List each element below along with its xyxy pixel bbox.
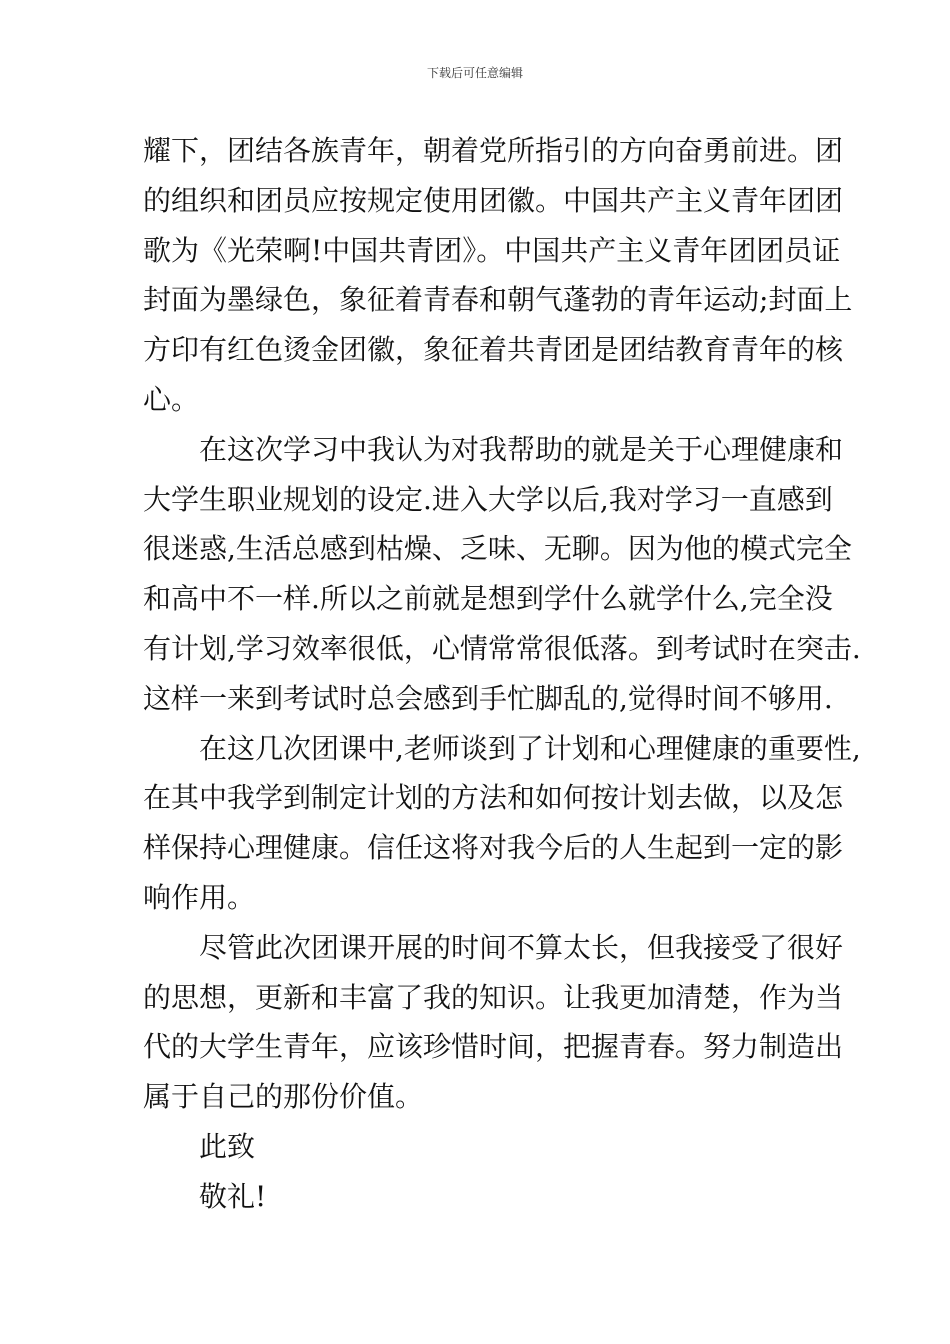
page-header: 下载后可任意编辑 xyxy=(426,66,523,80)
text-line: 心。 xyxy=(143,382,200,416)
text-line: 耀下，团结各族青年，朝着党所指引的方向奋勇前进。团 xyxy=(143,134,844,167)
text-line: 的组织和团员应按规定使用团徽。中国共产主义青年团团 xyxy=(143,183,844,217)
text-line: 样保持心理健康。信任这将对我今后的人生起到一定的影 xyxy=(143,831,844,865)
text-line: 封面为墨绿色，象征着青春和朝气蓬勃的青年运动;封面上 xyxy=(143,283,853,317)
text-line: 代的大学生青年，应该珍惜时间，把握青春。努力制造出 xyxy=(143,1030,844,1064)
text-line: 和高中不一样.所以之前就是想到学什么就学什么,完全没 xyxy=(143,582,833,616)
document-body xyxy=(143,126,861,1222)
text-line: 方印有红色烫金团徽，象征着共青团是团结教育青年的核 xyxy=(143,333,844,367)
text-line: 的思想，更新和丰富了我的知识。让我更加清楚，作为当 xyxy=(143,980,844,1014)
text-line: 在其中我学到制定计划的方法和如何按计划去做，以及怎 xyxy=(143,781,844,815)
text-line: 很迷惑,生活总感到枯燥、乏味、无聊。因为他的模式完全 xyxy=(143,532,852,566)
text-line: 有计划,学习效率很低，心情常常很低落。到考试时在突击. xyxy=(143,631,861,665)
paragraph-first-line: 尽管此次团课开展的时间不算太长，但我接受了很好 xyxy=(199,930,844,964)
text-line: 这样一来到考试时总会感到手忙脚乱的,觉得时间不够用. xyxy=(143,681,833,715)
text-line: 歌为《光荣啊!中国共青团》。中国共产主义青年团团员证 xyxy=(143,233,841,267)
closing-salutation: 此致 xyxy=(199,1129,256,1163)
text-line: 属于自己的那份价值。 xyxy=(143,1080,424,1114)
paragraph-first-line: 在这几次团课中,老师谈到了计划和心理健康的重要性, xyxy=(199,731,861,765)
closing-regards: 敬礼! xyxy=(199,1179,267,1213)
text-line: 大学生职业规划的设定.进入大学以后,我对学习一直感到 xyxy=(143,482,833,516)
text-line: 响作用。 xyxy=(143,880,256,914)
paragraph-first-line: 在这次学习中我认为对我帮助的就是关于心理健康和 xyxy=(199,432,844,466)
